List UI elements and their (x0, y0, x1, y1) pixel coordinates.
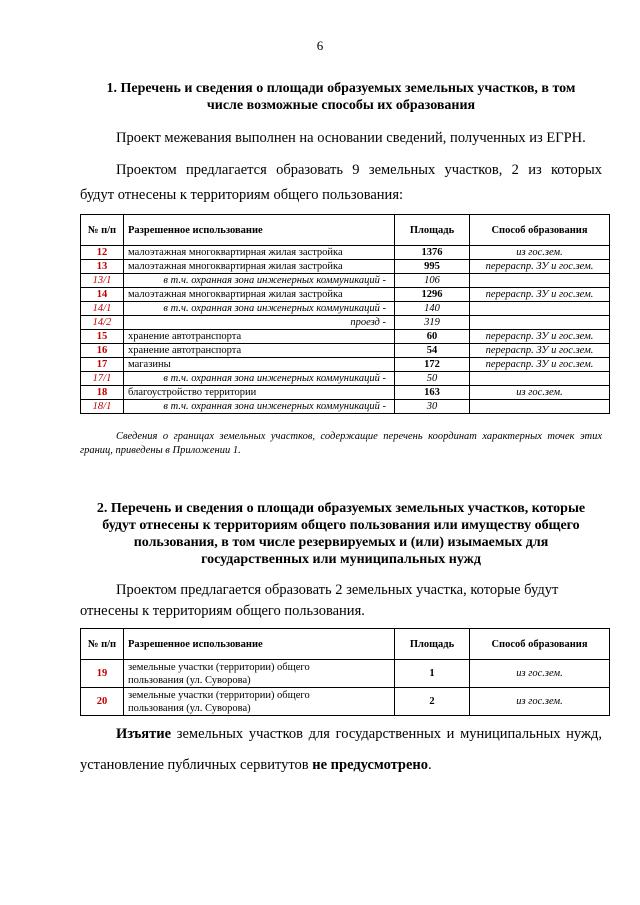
table-subrow (81, 372, 610, 386)
cell-area: 995 (395, 260, 470, 274)
col-header-num: № п/п (81, 215, 124, 246)
col-header-num: № п/п (81, 629, 124, 660)
col-header-use: Разрешенное использование (124, 215, 395, 246)
table-row (81, 358, 610, 372)
cell-method (470, 302, 610, 316)
table-public-parcels (80, 628, 610, 716)
col-header-area: Площадь (395, 629, 470, 660)
table-subrow (81, 302, 610, 316)
cell-num: 14/1 (81, 302, 124, 316)
cell-method (470, 274, 610, 288)
cell-method: из гос.зем. (470, 688, 610, 716)
final-line1 (80, 724, 602, 745)
cell-num: 17/1 (81, 372, 124, 386)
cell-method (470, 400, 610, 414)
col-header-area: Площадь (395, 215, 470, 246)
cell-method: перераспр. ЗУ и гос.зем. (470, 344, 610, 358)
cell-use: благоустройство территории (124, 386, 395, 400)
section1-para2-line1: Проектом предлагается образовать 9 земельных участков, 2 из которых (116, 162, 602, 178)
final-line2 (80, 755, 602, 776)
cell-use: малоэтажная многоквартирная жилая застройка (124, 246, 395, 260)
cell-use: в т.ч. охранная зона инженерных коммуникаций - (124, 274, 395, 288)
cell-num: 12 (81, 246, 124, 260)
cell-method: из гос.зем. (470, 660, 610, 688)
cell-area: 319 (395, 316, 470, 330)
cell-method: из гос.зем. (470, 246, 610, 260)
cell-use (124, 660, 395, 688)
section1-heading-line2: числе возможные способы их образования (206, 98, 476, 113)
cell-use-line2: пользования (ул. Суворова) (128, 702, 251, 714)
final-bold-not-provided: не предусмотрено (312, 757, 429, 773)
table-row (81, 246, 610, 260)
final-statement (80, 724, 602, 776)
table-row (81, 344, 610, 358)
coordinates-note: Сведения о границах земельных участков, содержащие перечень координат характерных точек этих границ, приведены в Приложении 1. (80, 431, 602, 456)
cell-use: хранение автотранспорта (124, 344, 395, 358)
cell-method (470, 316, 610, 330)
section1-heading (80, 80, 602, 114)
cell-method: перераспр. ЗУ и гос.зем. (470, 288, 610, 302)
cell-use: в т.ч. охранная зона инженерных коммуникаций - (124, 400, 395, 414)
cell-num: 14 (81, 288, 124, 302)
table-row (81, 386, 610, 400)
final-end: . (428, 757, 432, 773)
col-header-method: Способ образования (470, 215, 610, 246)
page-number: 6 (316, 38, 324, 53)
cell-num: 16 (81, 344, 124, 358)
cell-method: перераспр. ЗУ и гос.зем. (470, 330, 610, 344)
final-text1: земельных участков для государственных и муниципальных нужд, (171, 726, 602, 742)
cell-use: магазины (124, 358, 395, 372)
cell-num: 13 (81, 260, 124, 274)
cell-area: 30 (395, 400, 470, 414)
table-parcels (80, 214, 610, 414)
section2-heading-line: 2. Перечень и сведения о площади образуемых земельных участков, которые (96, 501, 586, 516)
final-bold-withdrawal: Изъятие (116, 726, 172, 742)
cell-use-line1: земельные участки (территории) общего (128, 689, 310, 701)
section2-heading-line: пользования, в том числе резервируемых и (или) изымаемых для (133, 535, 549, 550)
table-row (81, 330, 610, 344)
cell-num: 15 (81, 330, 124, 344)
section2-para-line2: отнесены к территориям общего пользования. (80, 603, 365, 619)
cell-area: 50 (395, 372, 470, 386)
cell-area: 1376 (395, 246, 470, 260)
table-row (81, 660, 610, 688)
col-header-method: Способ образования (470, 629, 610, 660)
table-subrow (81, 274, 610, 288)
cell-use: в т.ч. охранная зона инженерных коммуникаций - (124, 372, 395, 386)
cell-method: из гос.зем. (470, 386, 610, 400)
cell-area: 54 (395, 344, 470, 358)
cell-num: 19 (81, 660, 124, 688)
section2-para-line1: Проектом предлагается образовать 2 земельных участка, которые будут (116, 582, 559, 598)
cell-num: 20 (81, 688, 124, 716)
cell-area: 106 (395, 274, 470, 288)
table-subrow (81, 400, 610, 414)
cell-method (470, 372, 610, 386)
table-row (81, 260, 610, 274)
cell-num: 18 (81, 386, 124, 400)
cell-area: 163 (395, 386, 470, 400)
cell-use (124, 688, 395, 716)
table-row (81, 288, 610, 302)
cell-use: хранение автотранспорта (124, 330, 395, 344)
cell-num: 14/2 (81, 316, 124, 330)
cell-use-line2: пользования (ул. Суворова) (128, 674, 251, 686)
section2-heading (80, 500, 602, 568)
section1-para2 (80, 160, 602, 206)
table-header-row (81, 215, 610, 246)
section2-para (80, 580, 602, 622)
cell-area: 1296 (395, 288, 470, 302)
cell-use: в т.ч. охранная зона инженерных коммуникаций - (124, 302, 395, 316)
cell-area: 172 (395, 358, 470, 372)
cell-method: перераспр. ЗУ и гос.зем. (470, 260, 610, 274)
table-header-row (81, 629, 610, 660)
cell-num: 17 (81, 358, 124, 372)
table-row (81, 688, 610, 716)
cell-num: 13/1 (81, 274, 124, 288)
cell-use: проезд - (124, 316, 395, 330)
cell-area: 1 (395, 660, 470, 688)
cell-use: малоэтажная многоквартирная жилая застройка (124, 260, 395, 274)
cell-num: 18/1 (81, 400, 124, 414)
cell-area: 60 (395, 330, 470, 344)
cell-area: 2 (395, 688, 470, 716)
final-text2: установление публичных сервитутов (80, 757, 313, 773)
section2-heading-line: будут отнесены к территориям общего пользования или имуществу общего (102, 518, 580, 533)
section1-heading-line1: 1. Перечень и сведения о площади образуемых земельных участков, в том (106, 81, 576, 96)
cell-area: 140 (395, 302, 470, 316)
section2-heading-line: государственных или муниципальных нужд (201, 552, 481, 567)
section1-para2-line2: будут отнесены к территориям общего пользования: (80, 187, 404, 203)
col-header-use: Разрешенное использование (124, 629, 395, 660)
table-subrow (81, 316, 610, 330)
cell-use: малоэтажная многоквартирная жилая застройка (124, 288, 395, 302)
cell-use-line1: земельные участки (территории) общего (128, 661, 310, 673)
section1-para1: Проект межевания выполнен на основании сведений, полученных из ЕГРН. (116, 130, 586, 146)
cell-method: перераспр. ЗУ и гос.зем. (470, 358, 610, 372)
